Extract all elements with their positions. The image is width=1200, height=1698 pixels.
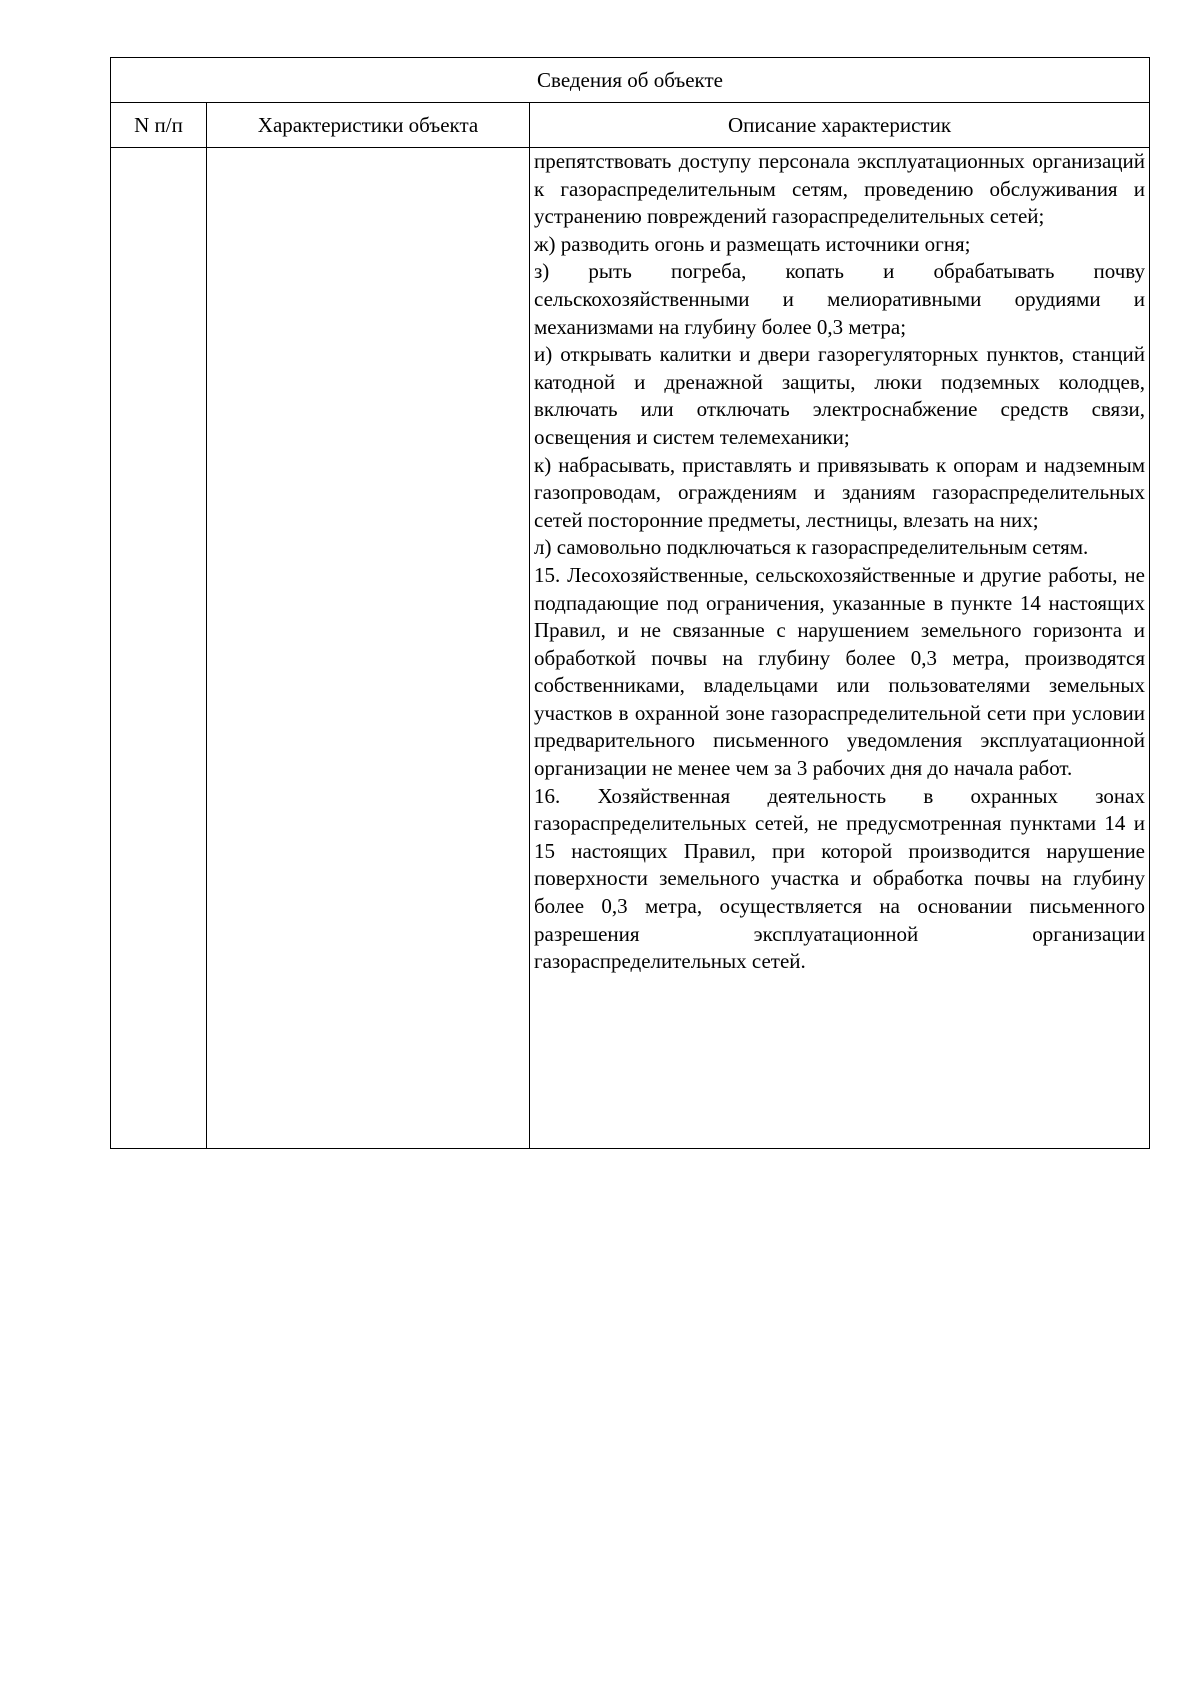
description-paragraph: ж) разводить огонь и размещать источники огня;	[534, 231, 971, 256]
description-paragraph: и) открывать калитки и двери газорегуляторных пунктов, станций катодной и дренажной защиты, люки подземных колодцев, включать или отключать электроснабжение средств связи, освещения и систем телемеханики;	[534, 342, 1145, 449]
table-header-row	[111, 103, 1150, 148]
description-paragraph: к) набрасывать, приставлять и привязывать к опорам и надземным газопроводам, ограждениям и зданиям газораспределительных сетей посторонние предметы, лестницы, влезать на них;	[534, 452, 1145, 532]
cell-description	[530, 148, 1150, 1149]
description-paragraph: л) самовольно подключаться к газораспределительным сетям.	[534, 535, 1089, 560]
description-text	[530, 148, 1149, 976]
object-info-table	[110, 57, 1150, 1149]
description-paragraph: препятствовать доступу персонала эксплуатационных организаций к газораспределительным сетям, проведению обслуживания и устранению повреждений газораспределительных сетей;	[534, 149, 1145, 229]
cell-number	[111, 148, 207, 1149]
table-row	[111, 148, 1150, 1149]
description-paragraph: 15. Лесохозяйственные, сельскохозяйственные и другие работы, не подпадающие под ограничения, указанные в пункте 14 настоящих Правил, и не связанные с нарушением земельного горизонта и обработкой почвы на глубину более 0,3 метра, производятся собственниками, владельцами или пользователями земельных участков в охранной зоне газораспределительной сети при условии предварительного письменного уведомления эксплуатационной организации не менее чем за 3 рабочих дня до начала работ.	[534, 562, 1145, 781]
header-number: N п/п	[111, 103, 207, 148]
header-characteristics: Характеристики объекта	[207, 103, 530, 148]
table-title: Сведения об объекте	[111, 58, 1150, 103]
cell-characteristics	[207, 148, 530, 1149]
description-paragraph: з) рыть погреба, копать и обрабатывать почву сельскохозяйственными и мелиоративными орудиями и механизмами на глубину более 0,3 метра;	[534, 259, 1145, 339]
header-description: Описание характеристик	[530, 103, 1150, 148]
description-paragraph: 16. Хозяйственная деятельность в охранных зонах газораспределительных сетей, не предусмотренная пунктами 14 и 15 настоящих Правил, при которой производится нарушение поверхности земельного участка и обработка почвы на глубину более 0,3 метра, осуществляется на основании письменного разрешения эксплуатационной организации газораспределительных сетей.	[534, 783, 1145, 974]
table-title-row	[111, 58, 1150, 103]
